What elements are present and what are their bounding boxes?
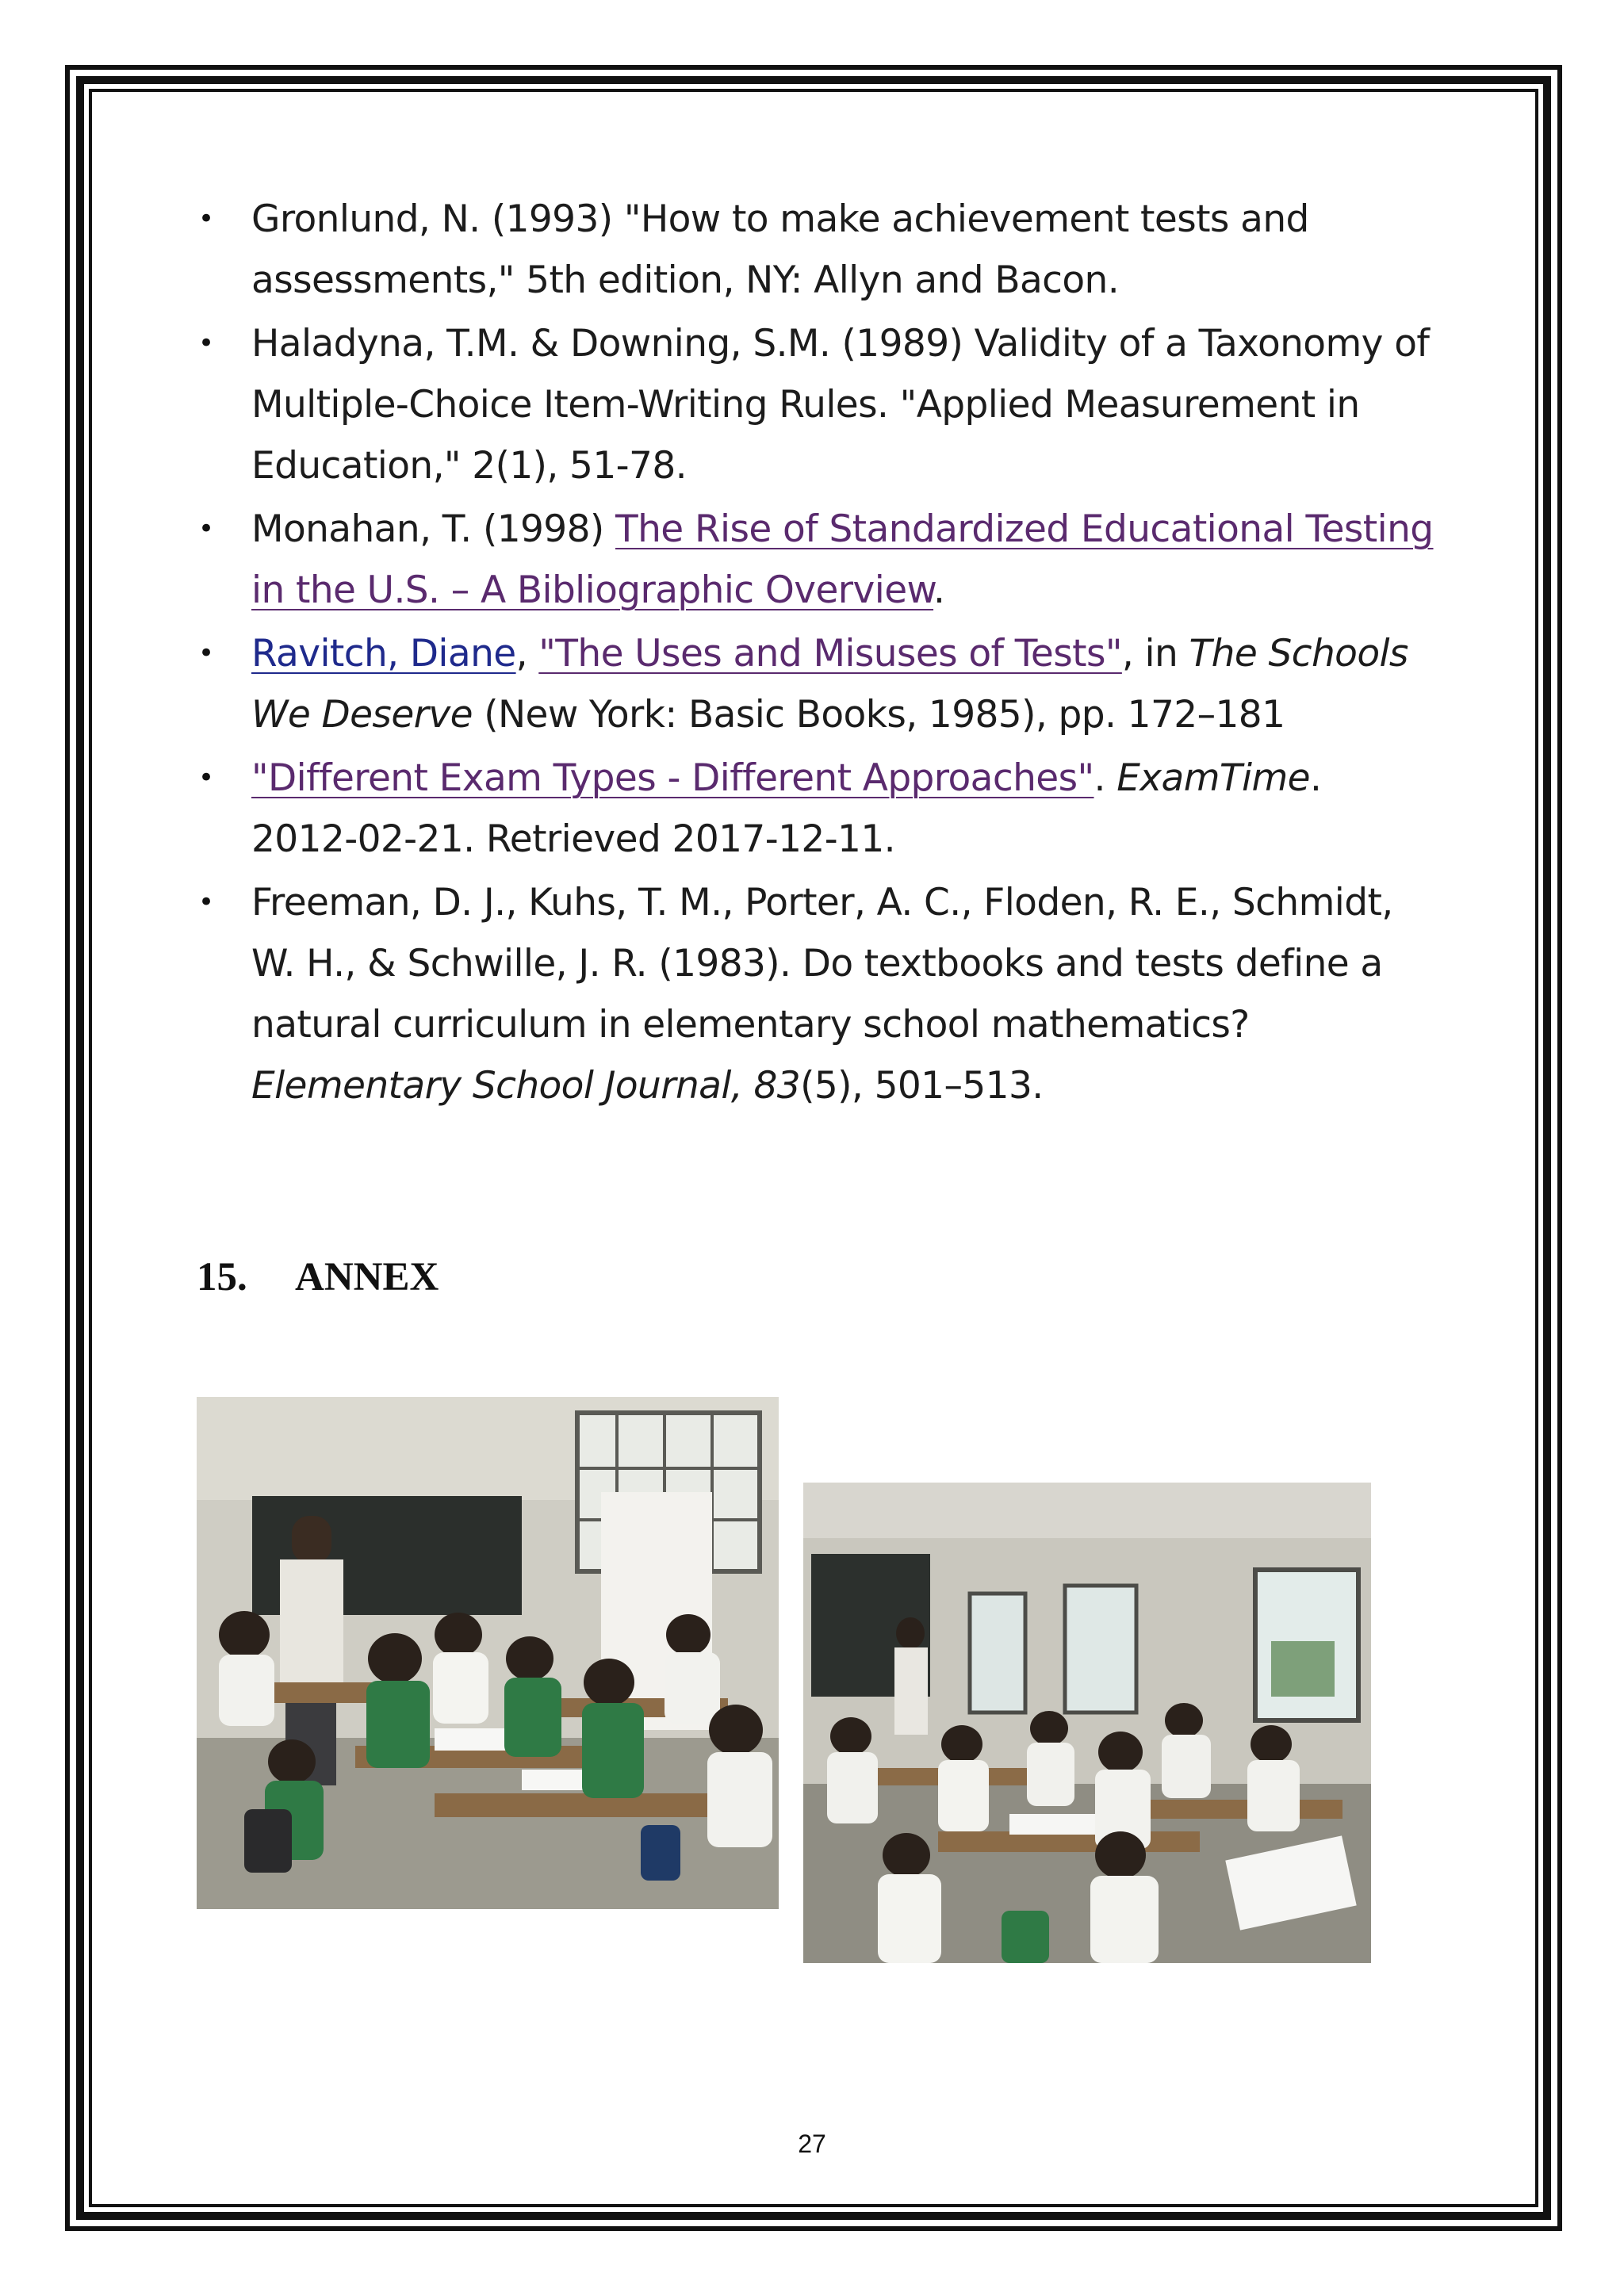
reference-text: (New York: Basic Books, 1985), pp. 172–181: [472, 693, 1285, 737]
author-link[interactable]: Ravitch, Diane: [251, 632, 516, 675]
reference-text: .: [1094, 756, 1117, 800]
reference-item: [198, 189, 1435, 311]
publication-title: ExamTime: [1116, 756, 1310, 800]
section-heading: [197, 1254, 439, 1300]
journal-title: Elementary School Journal, 83: [251, 1064, 801, 1108]
reference-text: . 2012-02-21. Retrieved 2017-12-11.: [251, 756, 1322, 861]
reference-text: Monahan, T. (1998): [251, 507, 615, 551]
reference-item: [198, 499, 1435, 621]
classroom-exam-photo-2: [803, 1483, 1371, 1963]
reference-list: [198, 189, 1435, 1119]
reference-item: [198, 748, 1435, 870]
reference-item: [198, 623, 1435, 745]
reference-text: ,: [515, 632, 539, 675]
book-title: The Schools We Deserve: [251, 632, 1408, 737]
reference-item: [198, 872, 1435, 1116]
reference-text: (5), 501–513.: [800, 1064, 1044, 1108]
reference-text: , in: [1121, 632, 1189, 675]
reference-text: Freeman, D. J., Kuhs, T. M., Porter, A. C., Floden, R. E., Schmidt, W. H., & Schwille, J. R. (1983). Do textbooks and tests define a natural curriculum in elementary school mathematics?: [251, 881, 1393, 1047]
reference-item: [198, 313, 1435, 496]
reference-text: Haladyna, T.M. & Downing, S.M. (1989) Validity of a Taxonomy of Multiple-Choice Item-Writing Rules. "Applied Measurement in Education," 2(1), 51-78.: [251, 322, 1430, 488]
page-number: 27: [798, 2130, 826, 2158]
reference-link[interactable]: The Rise of Standardized Educational Testing in the U.S. – A Bibliographic Overview: [251, 507, 1434, 612]
reference-link[interactable]: "The Uses and Misuses of Tests": [538, 632, 1122, 675]
reference-link[interactable]: "Different Exam Types - Different Approaches": [251, 756, 1094, 800]
reference-text: Gronlund, N. (1993) "How to make achievement tests and assessments," 5th edition, NY: Allyn and Bacon.: [251, 197, 1309, 302]
section-title: ANNEX: [295, 1255, 439, 1299]
classroom-exam-photo-1: [197, 1397, 779, 1909]
classroom-exam-photo-icon: [803, 1483, 1371, 1963]
section-number: 15.: [197, 1255, 247, 1299]
classroom-exam-photo-icon: [197, 1397, 779, 1909]
reference-text: .: [933, 568, 945, 612]
